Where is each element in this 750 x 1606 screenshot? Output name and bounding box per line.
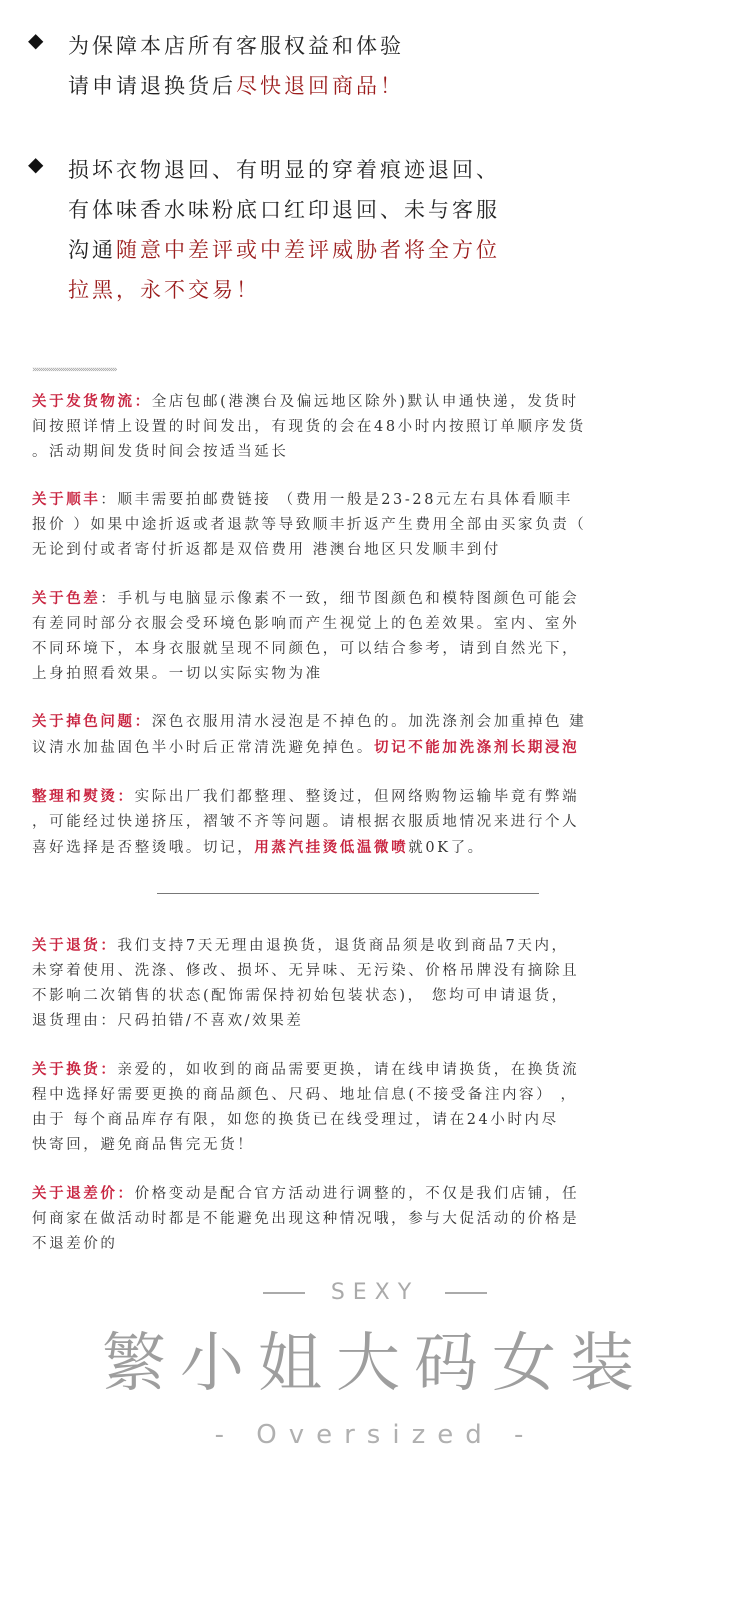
notice2-line2: 有体味香水味粉底口红印退回、未与客服 <box>68 198 500 222</box>
section-color-fading: 关于掉色问题：深色衣服用清水浸泡是不掉色的。加洗涤剂会加重掉色 建 议清水加盐固色半小时后正常清洗避免掉色。切记不能加洗涤剂长期浸泡 <box>32 713 587 756</box>
notice-blacklist <box>28 150 718 310</box>
return-label: 关于退货： <box>32 937 118 954</box>
section-return: 关于退货：我们支持7天无理由退换货，退货商品须是收到商品7天内， 未穿着使用、洗涤、修改、损坏、无异味、无污染、价格吊牌没有摘除且 不影响二次销售的状态(配饰需保持初始包装状态)， 您均可申请退货， 退货理由：尺码拍错/不喜欢/效果差 <box>32 937 580 1029</box>
notice1-line2: 请申请退换货后尽快退回商品！ <box>68 74 404 98</box>
section-sf-express: 关于顺丰：顺丰需要拍邮费链接 （费用一般是23-28元左右具体看顺丰 报价 ）如果中途折返或者退款等导致顺丰折返产生费用全部由买家负责（ 无论到付或者寄付折返都是双倍费用 港澳台地区只发顺丰到付 <box>32 491 587 558</box>
sf-label: 关于顺丰 <box>32 491 101 508</box>
section-shipping: 关于发货物流：全店包邮(港澳台及偏远地区除外)默认申通快递，发货时 间按照详情上设置的时间发出，有现货的会在48小时内按照订单顺序发货 。活动期间发货时间会按适当延长 <box>32 393 586 460</box>
dash-left-icon <box>263 1292 305 1294</box>
notice2-highlight: 随意中差评或中差评威胁者将全方位 <box>116 238 500 262</box>
brand-tagline: SEXY <box>0 1280 750 1305</box>
arrow-divider-icon: ›››››››››››››››››››››››››››››››››››››››››› <box>32 365 116 375</box>
notice2-line3: 沟通随意中差评或中差评威胁者将全方位 <box>68 238 500 262</box>
brand-logo-name: 繁小姐大码女装 <box>102 1327 648 1401</box>
iron-label: 整理和熨烫： <box>32 788 135 805</box>
notice2-line4: 拉黑，永不交易！ <box>68 278 260 302</box>
diamond-bullet-icon: ◆ <box>28 28 44 52</box>
section-ironing: 整理和熨烫：实际出厂我们都整理、整烫过，但网络购物运输毕竟有弊端 ，可能经过快递挤压，褶皱不齐等问题。请根据衣服质地情况来进行个人 喜好选择是否整烫哦。切记，用蒸汽挂烫低温微喷就0K了。 <box>32 788 580 856</box>
fade-warning: 切记不能加洗涤剂长期浸泡 <box>374 739 580 756</box>
section-price-difference: 关于退差价：价格变动是配合官方活动进行调整的，不仅是我们店铺，任 何商家在做活动时都是不能避免出现这种情况哦，参与大促活动的价格是 不退差价的 <box>32 1185 580 1252</box>
notice-return-quickly <box>28 26 718 106</box>
fade-label: 关于掉色问题： <box>32 713 152 730</box>
notice2-line1: 损坏衣物退回、有明显的穿着痕迹退回、 <box>68 158 500 182</box>
section-color-difference: 关于色差：手机与电脑显示像素不一致，细节图颜色和模特图颜色可能会 有差同时部分衣服会受环境色影响而产生视觉上的色差效果。室内、室外 不同环境下，本身衣服就呈现不同颜色，可以结合参考，请到自然光下， 上身拍照看效果。一切以实际实物为准 <box>32 590 580 682</box>
brand-oversized: - Oversized - <box>214 1420 536 1450</box>
shipping-label: 关于发货物流： <box>32 393 152 410</box>
color-label: 关于色差 <box>32 590 101 607</box>
dash-right-icon <box>445 1292 487 1294</box>
divider <box>157 893 539 894</box>
iron-highlight: 用蒸汽挂烫低温微喷 <box>254 839 409 856</box>
notice1-line1: 为保障本店所有客服权益和体验 <box>68 34 404 58</box>
price-label: 关于退差价： <box>32 1185 135 1202</box>
notice1-highlight: 尽快退回商品！ <box>236 74 404 98</box>
section-exchange: 关于换货：亲爱的，如收到的商品需要更换，请在线申请换货，在换货流 程中选择好需要更换的商品颜色、尺码、地址信息(不接受备注内容） ， 由于 每个商品库存有限，如您的换货已在线受理过，请在24小时内尽 快寄回，避免商品售完无货！ <box>32 1061 580 1153</box>
exchange-label: 关于换货： <box>32 1061 118 1078</box>
diamond-bullet-icon: ◆ <box>28 152 44 176</box>
